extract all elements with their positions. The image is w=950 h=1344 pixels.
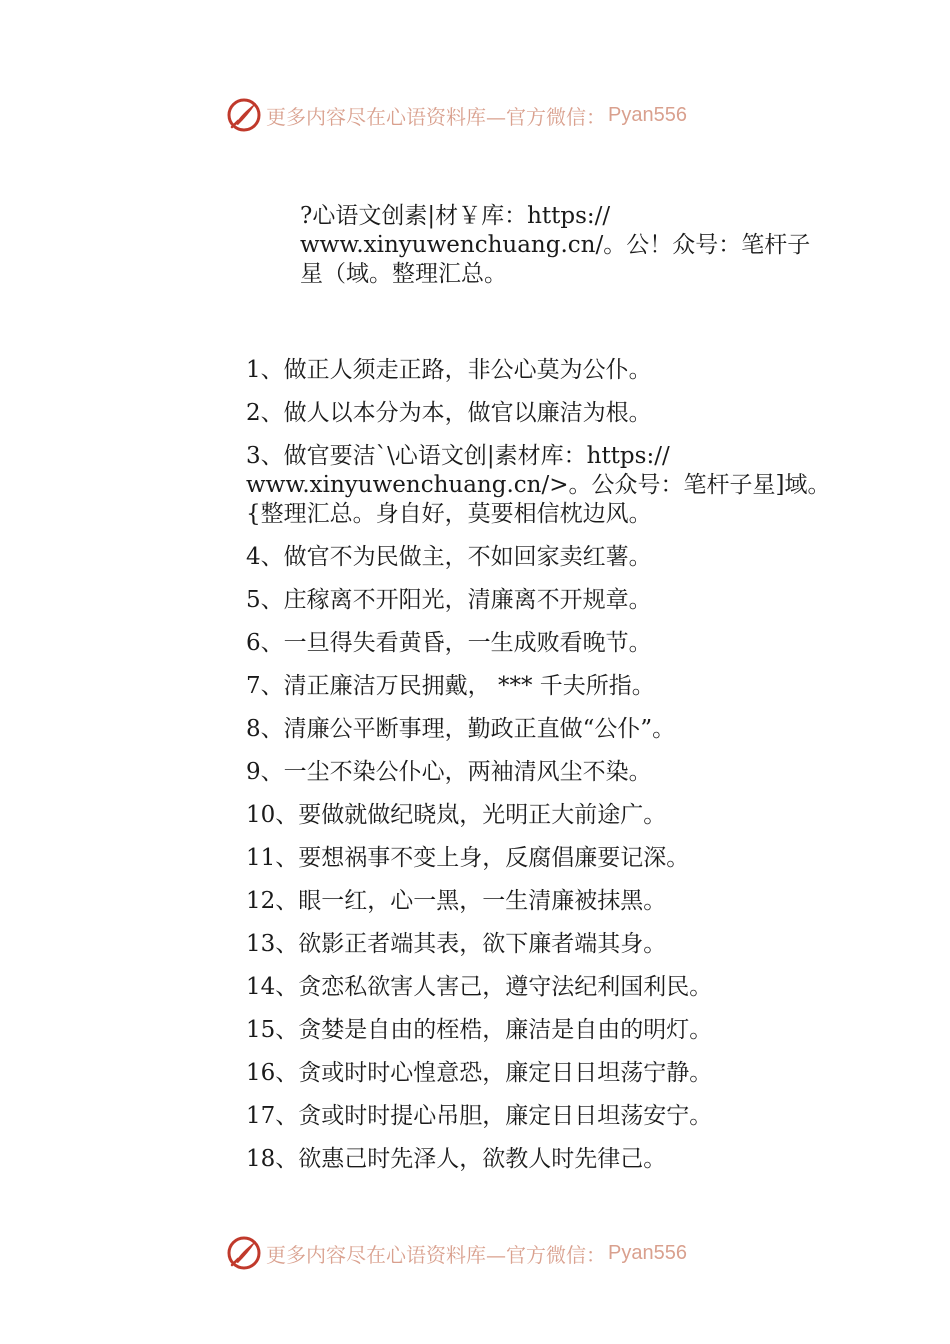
- list-item: 4、做官不为民做主，不如回家卖红薯。: [246, 544, 652, 570]
- list-item: 2、做人以本分为本，做官以廉洁为根。: [246, 400, 652, 426]
- list-item: 16、贪或时时心惶意恐，廉定日日坦荡宁静。: [246, 1060, 713, 1086]
- banner-text: 更多内容尽在心语资料库—官方微信：: [266, 1242, 606, 1267]
- footer-banner: [226, 1233, 687, 1273]
- banner-wechat-id: Pyan556: [608, 103, 687, 126]
- banner-wechat-id: Pyan556: [608, 1241, 687, 1264]
- slogan-list: [246, 356, 846, 1188]
- quill-logo-icon: [226, 97, 262, 133]
- list-item: 17、贪或时时提心吊胆，廉定日日坦荡安宁。: [246, 1103, 713, 1129]
- list-item: 10、要做就做纪晓岚，光明正大前途广。: [246, 802, 667, 828]
- list-item: 9、一尘不染公仆心，两袖清风尘不染。: [246, 759, 652, 785]
- list-item: 3、做官要洁`\心语文创|素材库：https:// www.xinyuwenchuang.cn/>。公众号：笔杆子星]域。 {整理汇总。身自好，莫要相信枕边风。: [246, 443, 831, 527]
- header-banner: [226, 95, 687, 135]
- list-item: 6、一旦得失看黄昏，一生成败看晚节。: [246, 630, 652, 656]
- list-item: 18、欲惠己时先泽人，欲教人时先律己。: [246, 1146, 667, 1172]
- list-item: 5、庄稼离不开阳光，清廉离不开规章。: [246, 587, 652, 613]
- list-item: 13、欲影正者端其表，欲下廉者端其身。: [246, 931, 667, 957]
- list-item: 14、贪恋私欲害人害己，遵守法纪利国利民。: [246, 974, 713, 1000]
- list-item: 1、做正人须走正路，非公心莫为公仆。: [246, 357, 652, 383]
- list-item: 15、贪婪是自由的桎梏，廉洁是自由的明灯。: [246, 1017, 713, 1043]
- banner-text: 更多内容尽在心语资料库—官方微信：: [266, 104, 606, 129]
- intro-paragraph: ?心语文创素|材￥库：https:// www.xinyuwenchuang.cn/。公！众号：笔杆子 星（域。整理汇总。: [300, 203, 811, 287]
- list-item: 8、清廉公平断事理，勤政正直做“公仆”。: [246, 716, 676, 742]
- quill-logo-icon: [226, 1235, 262, 1271]
- list-item: 12、眼一红，心一黑，一生清廉被抹黑。: [246, 888, 667, 914]
- list-item: 11、要想祸事不变上身，反腐倡廉要记深。: [246, 845, 690, 871]
- list-item: 7、清正廉洁万民拥戴， *** 千夫所指。: [246, 673, 655, 699]
